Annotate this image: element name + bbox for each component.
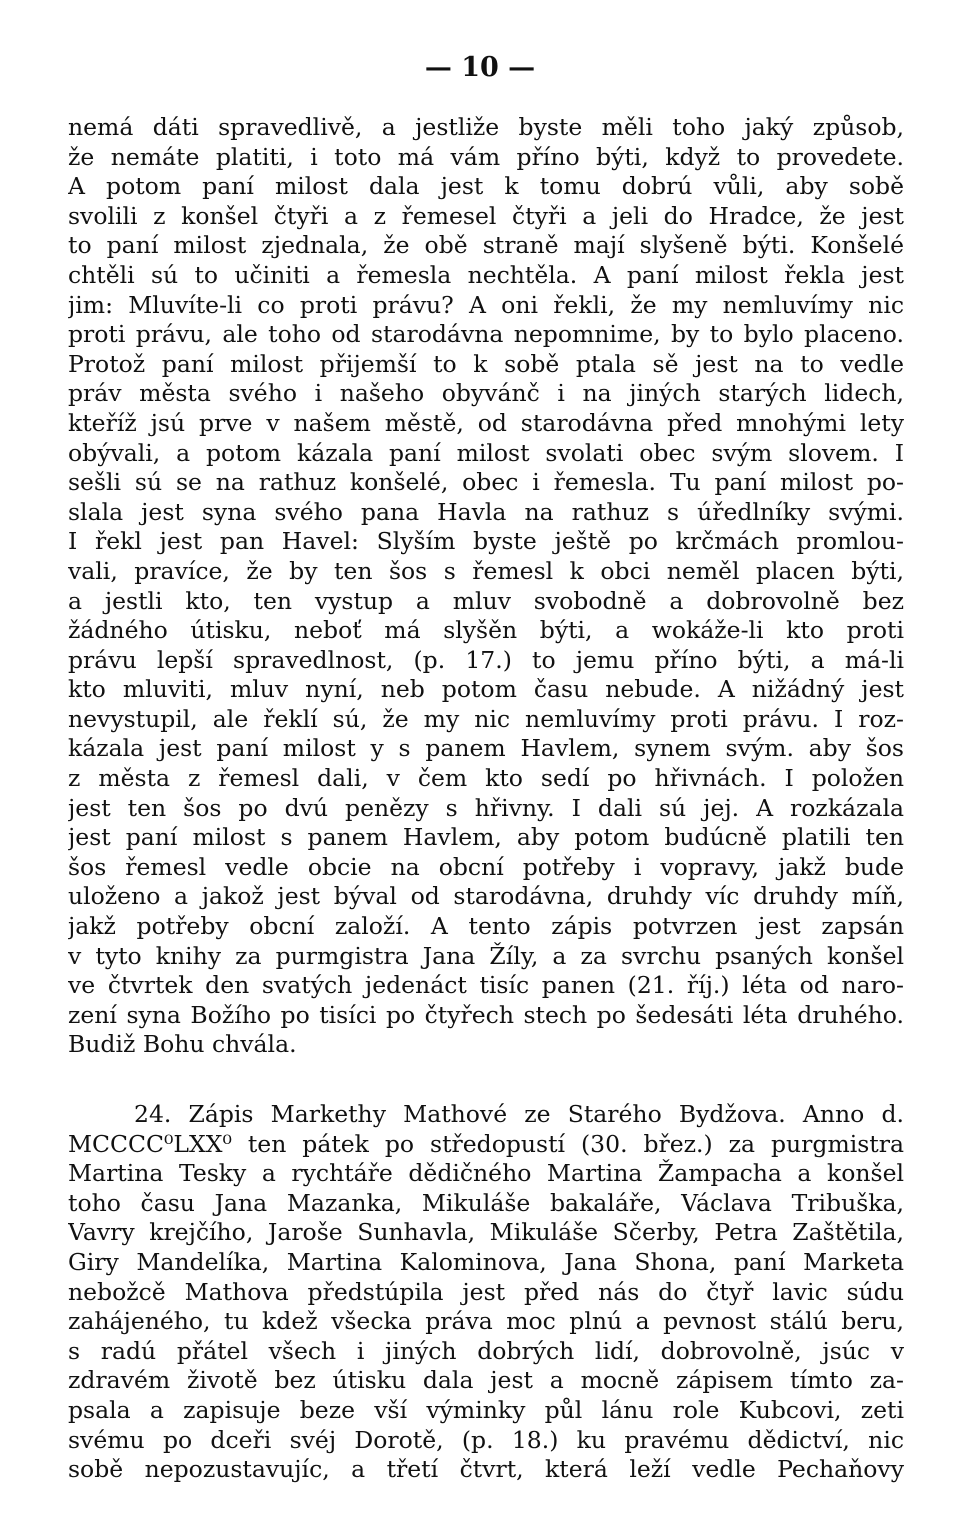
text-line: kteříž jsú prve v našem městě, od starodávna před mnohými lety (68, 408, 904, 437)
text-line: uloženo a jakož jest býval od starodávna, druhdy víc druhdy míň, (68, 882, 904, 911)
text-line: Martina Tesky a rychtáře dědičného Martina Žampacha a konšel (68, 1159, 904, 1188)
text-line: obývali, a potom kázala paní milost svolati obec svým slovem. I (68, 438, 904, 467)
text-line: Protož paní milost přijemší to k sobě ptala sě jest na to vedle (68, 349, 904, 378)
text-line: z města z řemesl dali, v čem kto sedí po hřivnách. I položen (68, 764, 904, 793)
text-line: zení syna Božího po tisíci po čtyřech stech po šedesáti léta druhého. (68, 1000, 904, 1029)
text-line: ve čtvrtek den svatých jedenáct tisíc panen (21. říj.) léta od naro- (68, 971, 904, 1000)
text-line: zahájeného, tu kdež všecka práva moc plnú a pevnost stálú beru, (68, 1307, 904, 1336)
text-line: s radú přátel všech i jiných dobrých lidí, dobrovolně, jsúc v (68, 1336, 904, 1365)
text-line: I řekl jest pan Havel: Slyším byste ještě po krčmách promlou- (68, 527, 904, 556)
paragraph-gap (68, 1060, 904, 1100)
text-line: jest ten šos po dvú penězy s hřivny. I dali sú jej. A rozkázala (68, 793, 904, 822)
text-line: nebožcě Mathova předstúpila jest před nás do čtyř lavic súdu (68, 1277, 904, 1306)
text-line: toho času Jana Mazanka, Mikuláše bakaláře, Václava Tribuška, (68, 1188, 904, 1217)
text-line: kto mluviti, mluv nyní, neb potom času nebude. A nižádný jest (68, 675, 904, 704)
text-line: jakž potřeby obcní založí. A tento zápis potvrzen jest zapsán (68, 912, 904, 941)
text-line: vali, pravíce, že by ten šos s řemesl k obci neměl placen býti, (68, 556, 904, 585)
entry-24 (68, 1100, 904, 1485)
text-line: jest paní milost s panem Havlem, aby potom budúcně platili ten (68, 823, 904, 852)
text-line: a jestli kto, ten vystup a mluv svobodně a dobrovolně bez (68, 586, 904, 615)
text-line: proti právu, ale toho od starodávna nepomnime, by to bylo placeno. (68, 320, 904, 349)
text-line: žádného útisku, neboť má slyšěn býti, a wokáže-li kto proti (68, 616, 904, 645)
text-line: Budiž Bohu chvála. (68, 1030, 297, 1059)
text-line: psala a zapisuje beze vší výminky půl lánu role Kubcovi, zeti (68, 1395, 904, 1424)
text-line: šos řemesl vedle obcie na obcní potřeby i vopravy, jakž bude (68, 852, 904, 881)
text-line: práv města svého i našeho obyvánč i na jiných starých lidech, (68, 379, 904, 408)
document-body (68, 113, 904, 1485)
text-line: jim: Mluvíte-li co proti právu? A oni řekli, že my nemluvímy nic (68, 290, 904, 319)
paragraph-continued (68, 113, 904, 1060)
text-line: MCCCC⁰LXX⁰ ten pátek po středopustí (30. břez.) za purgmistra (68, 1129, 904, 1158)
text-line: zdravém životě bez útisku dala jest a mocně zápisem tímto za- (68, 1366, 904, 1395)
text-line: v tyto knihy za purmgistra Jana Žíly, a za svrchu psaných konšel (68, 941, 904, 970)
text-line: právu lepší spravedlnost, (p. 17.) to jemu příno býti, a má-li (68, 645, 904, 674)
page-number: — 10 — (424, 52, 536, 83)
text-line: slala jest syna svého pana Havla na rathuz s úředlníky svými. (68, 497, 904, 526)
text-line: Vavry krejčího, Jaroše Sunhavla, Mikuláše Sčerby, Petra Zaštětila, (68, 1218, 904, 1247)
text-line: že nemáte platiti, i toto má vám příno býti, když to provedete. (68, 142, 904, 171)
text-line: nemá dáti spravedlivě, a jestliže byste měli toho jaký způsob, (68, 113, 904, 141)
text-line: svolili z konšel čtyři a z řemesel čtyři a jeli do Hradce, že jest (68, 201, 904, 230)
text-line: sobě nepozustavujíc, a třetí čtvrt, která leží vedle Pechaňovy (68, 1455, 904, 1484)
text-line: chtěli sú to učiniti a řemesla nechtěla. A paní milost řekla jest (68, 260, 904, 289)
text-line: to paní milost zjednala, že obě straně mají slyšeně býti. Konšelé (68, 231, 904, 260)
text-line: Giry Mandelíka, Martina Kalominova, Jana Shona, paní Marketa (68, 1247, 904, 1276)
text-line: svému po dceři svéj Dorotě, (p. 18.) ku pravému dědictví, nic (68, 1425, 904, 1454)
text-line: A potom paní milost dala jest k tomu dobrú vůli, aby sobě (68, 172, 904, 201)
text-line: sešli sú se na rathuz konšelé, obec i řemesla. Tu paní milost po- (68, 468, 904, 497)
text-line: nevystupil, ale řeklí sú, že my nic nemluvímy proti právu. I roz- (68, 704, 904, 733)
entry-heading-line: 24. Zápis Markethy Mathové ze Starého Bydžova. Anno d. (134, 1100, 904, 1128)
text-line: kázala jest paní milost y s panem Havlem, synem svým. aby šos (68, 734, 904, 763)
